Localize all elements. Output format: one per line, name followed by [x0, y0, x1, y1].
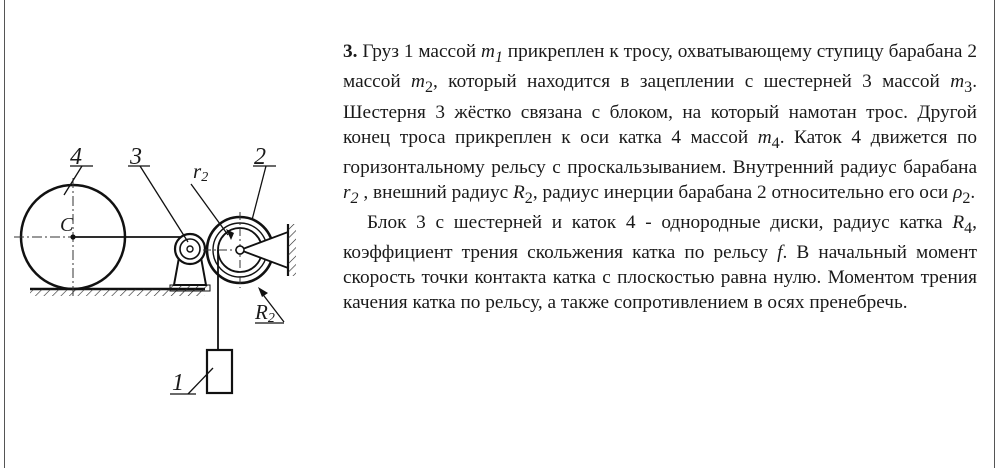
text-run: . — [970, 181, 976, 203]
label-r2: r2 — [193, 159, 209, 185]
text-run: 4 — [771, 134, 780, 152]
text-run: прикреплен к тросу, охватывающему ступицу барабана 2 массой — [343, 41, 977, 93]
load-1 — [207, 350, 232, 393]
text-run: . Шестерня 3 жёстко связана с блоком, на который намотан трос. Другой конец троса прикреплен к оси катка 4 массой — [343, 71, 978, 148]
text-run: 2 — [350, 189, 359, 207]
text-run: R — [952, 212, 965, 233]
text-run: m — [411, 71, 425, 93]
R2-arrowhead — [258, 287, 268, 297]
text-run: m — [757, 126, 772, 148]
text-run: 2 — [424, 79, 434, 97]
problem-paragraph-1 — [343, 40, 977, 211]
text-run: 3 — [964, 79, 973, 97]
text-run: , внешний радиус — [358, 181, 513, 203]
text-run: Груз 1 массой — [357, 41, 481, 62]
text-run: ρ — [953, 181, 963, 203]
problem-statement — [343, 40, 977, 315]
text-run: , коэффициент трения скольжения катка по рельсу — [343, 212, 977, 264]
text-run: , который находится в зацеплении с шестерней 3 массой — [433, 71, 951, 93]
text-run: . В начальный момент скорость точки контакта катка с плоскостью равна нулю. Моментом трения качения катка по рельсу, а также сопротивлением в осях пренебречь. — [343, 242, 978, 313]
page-right-edge — [994, 0, 995, 468]
paragraph-1-body — [343, 41, 978, 207]
mechanism-figure — [0, 0, 340, 468]
label-3: 3 — [130, 144, 142, 170]
text-run: . Каток 4 движется по горизонтальному рельсу с проскальзыванием. Внутренний радиус барабана — [343, 126, 977, 178]
text-run: Блок 3 с шестерней и каток 4 - однородные диски, радиус катка — [367, 212, 953, 233]
text-run: 2 — [524, 189, 533, 207]
problem-number: 3. — [343, 41, 358, 62]
label-1: 1 — [172, 370, 184, 396]
text-run: f — [777, 242, 783, 264]
text-run: m — [480, 41, 495, 62]
block-3 — [170, 234, 210, 291]
text-run: , радиус инерции барабана 2 относительно его оси — [532, 181, 954, 203]
text-run: r — [343, 181, 351, 203]
text-run: R — [512, 181, 525, 203]
label-c: C — [60, 214, 74, 236]
text-run: 2 — [962, 189, 971, 207]
text-run: m — [950, 71, 965, 93]
paragraph-2-body — [343, 212, 977, 313]
label-4: 4 — [70, 144, 82, 170]
text-run: 1 — [494, 48, 503, 66]
problem-paragraph-2 — [343, 211, 977, 315]
label-R2: R2 — [255, 300, 275, 326]
label-2: 2 — [254, 144, 266, 170]
text-run: 4 — [964, 219, 973, 237]
